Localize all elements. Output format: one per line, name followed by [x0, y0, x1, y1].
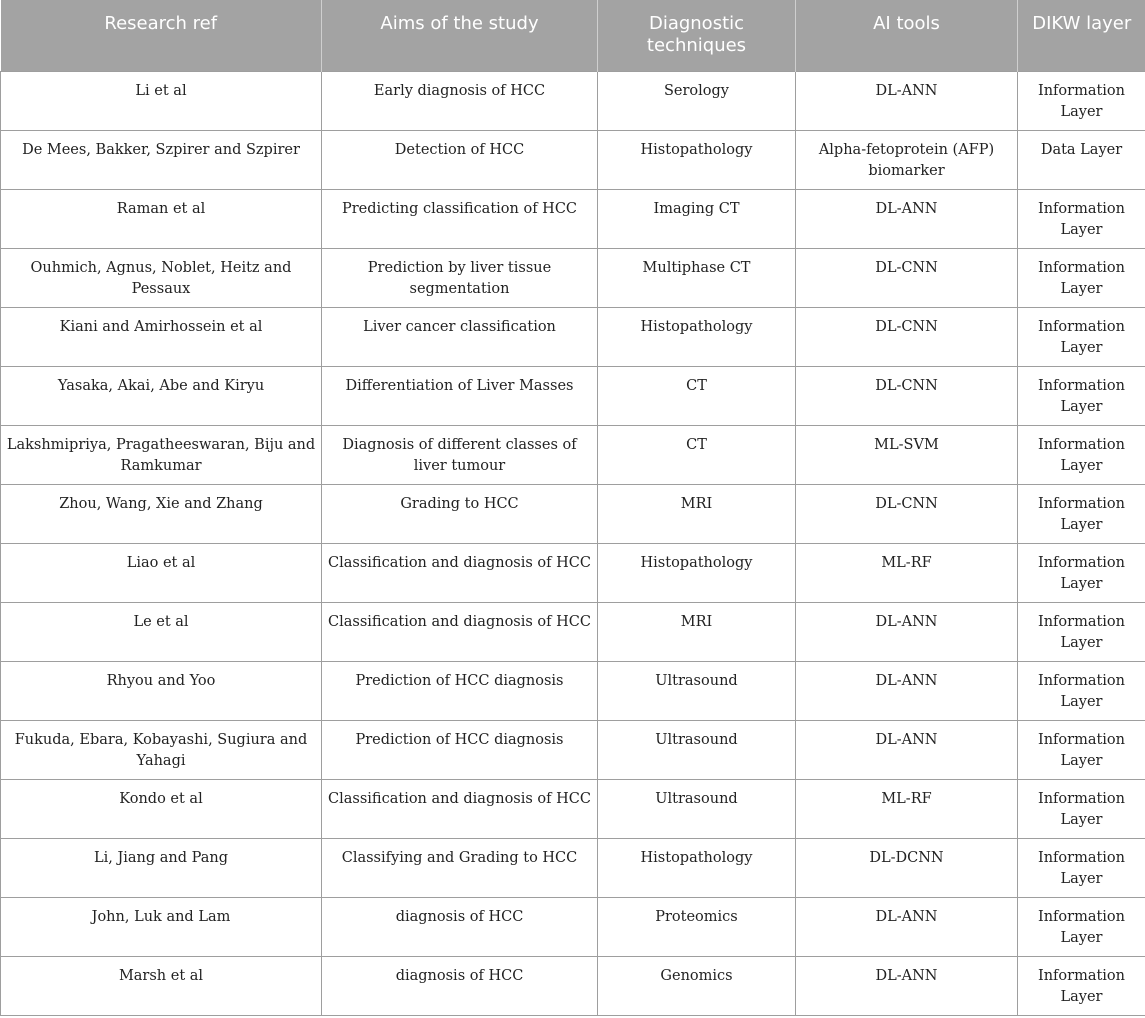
cell-dikw-layer: Information Layer — [1018, 307, 1145, 366]
cell-aims: Grading to HCC — [322, 484, 598, 543]
cell-ai-tool: ML-RF — [796, 543, 1018, 602]
cell-research-ref: John, Luk and Lam — [1, 897, 322, 956]
cell-dikw-layer: Information Layer — [1018, 484, 1145, 543]
cell-aims: Prediction by liver tissue segmentation — [322, 248, 598, 307]
cell-diagnostic-technique: Ultrasound — [598, 779, 796, 838]
cell-ai-tool: DL-DCNN — [796, 838, 1018, 897]
cell-research-ref: Ouhmich, Agnus, Noblet, Heitz and Pessaux — [1, 248, 322, 307]
header-diagnostic-techniques: Diagnostic techniques — [598, 0, 796, 71]
table-row — [1, 71, 1145, 130]
table-row — [1, 779, 1145, 838]
table-row — [1, 543, 1145, 602]
table-row — [1, 248, 1145, 307]
cell-diagnostic-technique: Histopathology — [598, 307, 796, 366]
cell-aims: Prediction of HCC diagnosis — [322, 720, 598, 779]
cell-ai-tool: DL-CNN — [796, 248, 1018, 307]
cell-dikw-layer: Information Layer — [1018, 602, 1145, 661]
cell-ai-tool: ML-SVM — [796, 425, 1018, 484]
cell-dikw-layer: Information Layer — [1018, 838, 1145, 897]
cell-diagnostic-technique: Ultrasound — [598, 720, 796, 779]
table-row — [1, 602, 1145, 661]
cell-research-ref: Liao et al — [1, 543, 322, 602]
cell-diagnostic-technique: Genomics — [598, 956, 796, 1015]
cell-research-ref: Raman et al — [1, 189, 322, 248]
table-body — [1, 71, 1145, 1015]
cell-research-ref: Le et al — [1, 602, 322, 661]
cell-ai-tool: DL-ANN — [796, 897, 1018, 956]
table-row — [1, 897, 1145, 956]
cell-ai-tool: DL-ANN — [796, 956, 1018, 1015]
table-header — [1, 0, 1145, 71]
cell-research-ref: Marsh et al — [1, 956, 322, 1015]
cell-dikw-layer: Information Layer — [1018, 956, 1145, 1015]
cell-aims: Differentiation of Liver Masses — [322, 366, 598, 425]
cell-dikw-layer: Information Layer — [1018, 543, 1145, 602]
cell-research-ref: Yasaka, Akai, Abe and Kiryu — [1, 366, 322, 425]
header-dikw-layer: DIKW layer — [1018, 0, 1145, 71]
cell-ai-tool: DL-ANN — [796, 661, 1018, 720]
cell-ai-tool: DL-ANN — [796, 71, 1018, 130]
cell-diagnostic-technique: Histopathology — [598, 543, 796, 602]
header-research-ref: Research ref — [1, 0, 322, 71]
table-row — [1, 366, 1145, 425]
header-ai-tools: AI tools — [796, 0, 1018, 71]
table-row — [1, 956, 1145, 1015]
cell-diagnostic-technique: Histopathology — [598, 130, 796, 189]
cell-dikw-layer: Information Layer — [1018, 425, 1145, 484]
cell-research-ref: Fukuda, Ebara, Kobayashi, Sugiura and Yahagi — [1, 720, 322, 779]
header-row — [1, 0, 1145, 71]
cell-dikw-layer: Information Layer — [1018, 189, 1145, 248]
cell-diagnostic-technique: MRI — [598, 484, 796, 543]
table-row — [1, 307, 1145, 366]
cell-diagnostic-technique: Serology — [598, 71, 796, 130]
cell-aims: Diagnosis of different classes of liver tumour — [322, 425, 598, 484]
cell-dikw-layer: Information Layer — [1018, 661, 1145, 720]
cell-research-ref: Li et al — [1, 71, 322, 130]
cell-dikw-layer: Information Layer — [1018, 366, 1145, 425]
cell-aims: Classification and diagnosis of HCC — [322, 602, 598, 661]
cell-ai-tool: ML-RF — [796, 779, 1018, 838]
cell-aims: Detection of HCC — [322, 130, 598, 189]
cell-aims: Classifying and Grading to HCC — [322, 838, 598, 897]
cell-research-ref: Lakshmipriya, Pragatheeswaran, Biju and Ramkumar — [1, 425, 322, 484]
table-row — [1, 720, 1145, 779]
cell-aims: Early diagnosis of HCC — [322, 71, 598, 130]
cell-ai-tool: DL-CNN — [796, 366, 1018, 425]
cell-diagnostic-technique: MRI — [598, 602, 796, 661]
cell-diagnostic-technique: CT — [598, 425, 796, 484]
cell-dikw-layer: Information Layer — [1018, 248, 1145, 307]
cell-diagnostic-technique: Histopathology — [598, 838, 796, 897]
cell-diagnostic-technique: CT — [598, 366, 796, 425]
cell-diagnostic-technique: Imaging CT — [598, 189, 796, 248]
table-row — [1, 661, 1145, 720]
cell-aims: Classification and diagnosis of HCC — [322, 779, 598, 838]
cell-dikw-layer: Information Layer — [1018, 720, 1145, 779]
table-row — [1, 838, 1145, 897]
cell-diagnostic-technique: Proteomics — [598, 897, 796, 956]
cell-aims: Predicting classification of HCC — [322, 189, 598, 248]
header-aims: Aims of the study — [322, 0, 598, 71]
table-row — [1, 425, 1145, 484]
cell-ai-tool: DL-CNN — [796, 484, 1018, 543]
table-row — [1, 484, 1145, 543]
cell-research-ref: Kiani and Amirhossein et al — [1, 307, 322, 366]
table-row — [1, 130, 1145, 189]
cell-aims: Classification and diagnosis of HCC — [322, 543, 598, 602]
cell-research-ref: De Mees, Bakker, Szpirer and Szpirer — [1, 130, 322, 189]
table-row — [1, 189, 1145, 248]
cell-diagnostic-technique: Ultrasound — [598, 661, 796, 720]
cell-dikw-layer: Data Layer — [1018, 130, 1145, 189]
cell-research-ref: Kondo et al — [1, 779, 322, 838]
cell-research-ref: Rhyou and Yoo — [1, 661, 322, 720]
cell-research-ref: Li, Jiang and Pang — [1, 838, 322, 897]
cell-aims: Liver cancer classification — [322, 307, 598, 366]
cell-dikw-layer: Information Layer — [1018, 779, 1145, 838]
cell-dikw-layer: Information Layer — [1018, 897, 1145, 956]
cell-ai-tool: DL-ANN — [796, 720, 1018, 779]
cell-ai-tool: DL-ANN — [796, 602, 1018, 661]
cell-dikw-layer: Information Layer — [1018, 71, 1145, 130]
cell-ai-tool: DL-ANN — [796, 189, 1018, 248]
cell-ai-tool: DL-CNN — [796, 307, 1018, 366]
cell-ai-tool: Alpha-fetoprotein (AFP) biomarker — [796, 130, 1018, 189]
cell-aims: diagnosis of HCC — [322, 956, 598, 1015]
cell-aims: Prediction of HCC diagnosis — [322, 661, 598, 720]
cell-research-ref: Zhou, Wang, Xie and Zhang — [1, 484, 322, 543]
cell-aims: diagnosis of HCC — [322, 897, 598, 956]
cell-diagnostic-technique: Multiphase CT — [598, 248, 796, 307]
